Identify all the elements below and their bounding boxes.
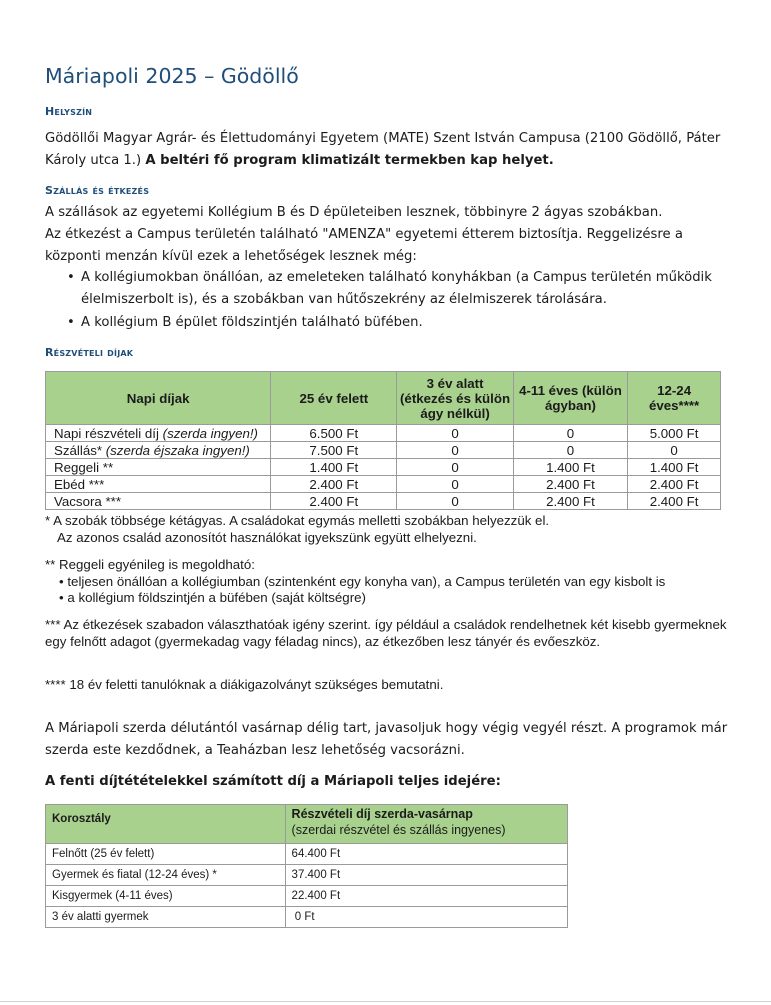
location-address: Gödöllői Magyar Agrár- és Élettudományi Egyetem (MATE) Szent István Campusa (2100 Gödöllő, Páter Károly utca 1.) xyxy=(45,131,721,168)
fee-cell: 0 xyxy=(513,425,627,442)
page-bottom-divider xyxy=(0,1001,771,1002)
fee-cell: 2.400 Ft xyxy=(628,493,721,510)
row-label: Ebéd *** xyxy=(46,476,271,493)
summary-header-age-text: Korosztály xyxy=(52,813,111,825)
fee-cell: 0 xyxy=(628,442,721,459)
row-label xyxy=(46,425,271,442)
table-row xyxy=(46,865,568,886)
footnote-1 xyxy=(45,513,735,546)
age-group: Kisgyermek (4-11 éves) xyxy=(46,886,286,907)
fee-cell: 0 xyxy=(397,459,513,476)
fee-cell: 2.400 Ft xyxy=(271,493,397,510)
fees-header: 3 év alatt (étkezés és külön ágy nélkül) xyxy=(397,372,513,425)
footnote-1-line1: * A szobák többsége kétágyas. A családokat egymás melletti szobákban helyezzük el. xyxy=(45,513,550,528)
footnote-2-line1: ** Reggeli egyénileg is megoldható: xyxy=(45,557,255,572)
fee-cell: 5.000 Ft xyxy=(628,425,721,442)
table-row xyxy=(46,907,568,928)
location-bold-note: A beltéri fő program klimatizált termekben kap helyet. xyxy=(145,153,554,168)
row-label-text: Napi részvételi díj xyxy=(54,425,163,441)
age-group: 3 év alatti gyermek xyxy=(46,907,286,928)
list-item: • A kollégium B épület földszintjén található büfében. xyxy=(67,312,727,334)
lodging-line1: A szállások az egyetemi Kollégium B és D épületeiben lesznek, többinyre 2 ágyas szobákban. xyxy=(45,205,663,220)
lodging-heading: Szállás és étkezés xyxy=(45,184,150,197)
location-text xyxy=(45,128,740,172)
fee-cell: 0 xyxy=(513,442,627,459)
row-label xyxy=(46,442,271,459)
fees-header: 4-11 éves (külön ágyban) xyxy=(513,372,627,425)
fee-cell: 1.400 Ft xyxy=(628,459,721,476)
row-note: (szerda ingyen!) xyxy=(162,425,258,441)
footnote-4: **** 18 év feletti tanulóknak a diákigazolványt szükséges bemutatni. xyxy=(45,677,444,692)
fee-cell: 0 xyxy=(397,493,513,510)
table-row xyxy=(46,886,568,907)
summary-header-fee xyxy=(285,805,567,844)
row-note: (szerda éjszaka ingyen!) xyxy=(105,442,250,458)
table-row xyxy=(46,493,721,510)
fee-cell: 0 xyxy=(397,442,513,459)
fees-table xyxy=(45,371,721,510)
row-label: Vacsora *** xyxy=(46,493,271,510)
fees-header: 12-24 éves**** xyxy=(628,372,721,425)
table-row xyxy=(46,844,568,865)
fees-header: 25 év felett xyxy=(271,372,397,425)
fee-cell: 0 xyxy=(397,476,513,493)
total-fee: 22.400 Ft xyxy=(285,886,567,907)
lodging-line2: Az étkezést a Campus területén található "AMENZA" egyetemi étterem biztosítja. Reggelizésre a központi menzán kívül ezek a lehetőségek lesznek még: xyxy=(45,227,683,264)
summary-header-fee-title: Részvételi díj szerda-vasárnap xyxy=(291,807,473,821)
summary-heading: A fenti díjtétételekkel számított díj a Máriapoli teljes idejére: xyxy=(45,774,501,789)
list-item: • A kollégiumokban önállóan, az emeleteken található konyhákban (a Campus területén működik élelmiszerbolt is), és a szobákban van hűtőszekrény az élelmiszerek tárolására. xyxy=(67,267,727,311)
summary-header-age xyxy=(46,805,286,844)
table-row xyxy=(46,425,721,442)
summary-table xyxy=(45,804,568,928)
fee-cell: 2.400 Ft xyxy=(628,476,721,493)
fee-cell: 2.400 Ft xyxy=(513,476,627,493)
location-heading: Helyszín xyxy=(45,105,93,118)
fee-cell: 2.400 Ft xyxy=(271,476,397,493)
footnote-2-bullet1: • teljesen önállóan a kollégiumban (szintenként egy konyha van), a Campus területén van egy kisbolt is xyxy=(59,573,666,589)
age-group: Gyermek és fiatal (12-24 éves) * xyxy=(46,865,286,886)
footnote-2-bullet2: • a kollégium földszintjén a büfében (saját költségre) xyxy=(59,590,366,605)
page-title: Máriapoli 2025 – Gödöllő xyxy=(45,64,299,88)
table-row xyxy=(46,476,721,493)
footnote-1-line2: Az azonos család azonosítót használókat igyekszünk együtt elhelyezni. xyxy=(57,529,477,545)
fees-heading: Részvételi díjak xyxy=(45,346,134,359)
total-fee: 64.400 Ft xyxy=(285,844,567,865)
fee-cell: 7.500 Ft xyxy=(271,442,397,459)
fee-cell: 1.400 Ft xyxy=(513,459,627,476)
table-row xyxy=(46,442,721,459)
total-fee: 37.400 Ft xyxy=(285,865,567,886)
row-label: Reggeli ** xyxy=(46,459,271,476)
footnote-2 xyxy=(45,557,735,607)
fee-cell: 1.400 Ft xyxy=(271,459,397,476)
age-group: Felnőtt (25 év felett) xyxy=(46,844,286,865)
fees-header: Napi díjak xyxy=(46,372,271,425)
total-fee: 0 Ft xyxy=(285,907,567,928)
fee-cell: 6.500 Ft xyxy=(271,425,397,442)
fee-cell: 0 xyxy=(397,425,513,442)
summary-header-fee-note: (szerdai részvétel és szállás ingyenes) xyxy=(291,823,506,837)
fee-cell: 2.400 Ft xyxy=(513,493,627,510)
breakfast-options-list xyxy=(67,267,727,334)
table-row xyxy=(46,459,721,476)
duration-text: A Máriapoli szerda délutántól vasárnap délig tart, javasoljuk hogy végig vegyél részt. A programok már szerda este kezdődnek, a Teaházban lesz lehetőség vacsorázni. xyxy=(45,721,728,758)
row-label-text: Szállás* xyxy=(54,442,106,458)
footnote-3: *** Az étkezések szabadon választhatóak igény szerint. így például a családok rendelhetnek két kisebb gyermeknek egy felnőtt adagot (gyermekadag vagy féladag nincs), az étkezőben lesz tányér és evőeszköz. xyxy=(45,617,727,649)
